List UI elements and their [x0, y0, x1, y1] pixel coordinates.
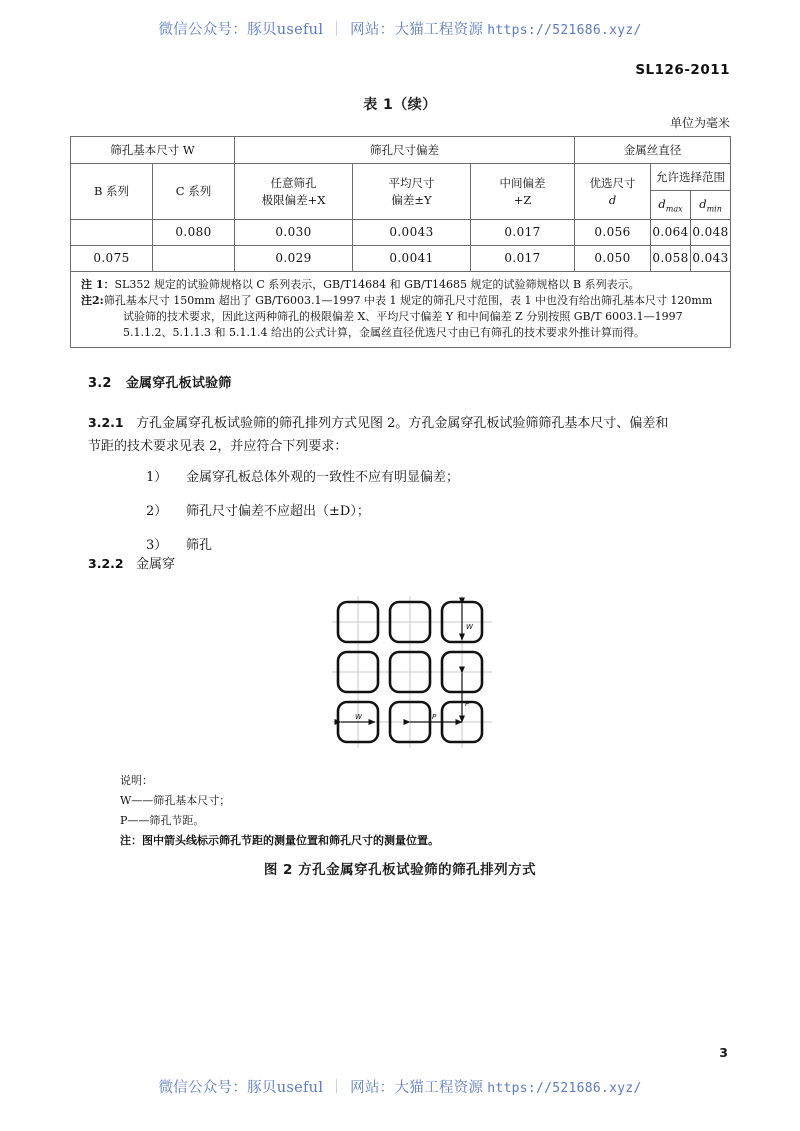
spec-table-wrapper — [70, 136, 730, 348]
list-item — [146, 466, 459, 485]
section-3-2-2-paragraph — [88, 553, 175, 577]
list-item-1-text: 金属穿孔板总体外观的一致性不应有明显偏差； — [186, 470, 460, 485]
table-note-2-cont1: 试验筛的技术要求，因此这两种筛孔的极限偏差 X、平均尺寸偏差 Y 和中间偏差 Z 分别按照 GB/T 6003.1—1997 — [123, 309, 683, 323]
section-3-2-1-number: 3.2.1 — [88, 415, 124, 430]
list-item-1-number: 1） — [146, 470, 168, 485]
table-row — [71, 246, 731, 272]
cell-r0-c6: 0.064 — [651, 220, 691, 246]
header-any-aperture-line2: 极限偏差+X — [261, 192, 326, 207]
standard-number: SL126-2011 — [635, 62, 730, 78]
table-note-1 — [81, 277, 722, 293]
figure-caption: 图 2 方孔金属穿孔板试验筛的筛孔排列方式 — [263, 862, 537, 878]
section-3-2-heading — [88, 372, 231, 391]
header-preferred-size — [575, 164, 651, 220]
header-d-min-base: d — [699, 196, 707, 211]
header-allowed-range: 允许选择范围 — [651, 164, 731, 191]
label-w-horizontal: W — [355, 713, 362, 721]
section-3-2-1-paragraph — [88, 412, 708, 459]
label-p-horizontal: P — [432, 713, 437, 721]
table-header-row-1 — [71, 137, 731, 164]
cell-r0-c1: 0.080 — [153, 220, 235, 246]
cell-r0-c3: 0.0043 — [353, 220, 471, 246]
section-3-2-number: 3.2 — [88, 376, 112, 391]
section-3-2-2-number: 3.2.2 — [88, 556, 124, 571]
table-unit-note: 单位为毫米 — [669, 116, 730, 130]
header-any-aperture — [235, 164, 353, 220]
cell-r1-c7: 0.043 — [691, 246, 731, 272]
cell-r1-c2: 0.029 — [235, 246, 353, 272]
section-3-2-1-line1 — [88, 412, 708, 436]
figure-legend-heading: 说明： — [120, 774, 153, 787]
header-average-size-line2: 偏差±Y — [391, 192, 432, 207]
table-note-2-line1: 筛孔基本尺寸 150mm 超出了 GB/T6003.1—1997 中表 1 规定的筛孔尺寸范围，表 1 中也没有给出筛孔基本尺寸 120mm — [103, 293, 713, 307]
list-item-3-text: 筛孔 — [186, 538, 213, 553]
header-middle-deviation — [471, 164, 575, 220]
header-wire-diameter: 金属丝直径 — [575, 137, 731, 164]
header-preferred-size-line1: 优选尺寸 — [589, 175, 636, 190]
table-note-2 — [81, 293, 722, 309]
watermark-bottom-separator: ｜ — [329, 1080, 345, 1096]
table-header-row-2 — [71, 164, 731, 191]
table-note-2-cont2: 5.1.1.2、5.1.1.3 和 5.1.1.4 给出的公式计算，金属丝直径优选尺寸由已有筛孔的技术要求外推计算而得。 — [123, 325, 645, 339]
table-row — [71, 220, 731, 246]
figure-legend-item-p: P——筛孔节距。 — [120, 814, 205, 827]
figure-legend-note: 注：图中箭头线标示筛孔节距的测量位置和筛孔尺寸的测量位置。 — [120, 834, 439, 847]
aperture-diagram-svg — [332, 596, 492, 748]
section-3-2-1-line2: 节距的技术要求见表 2，并应符合下列要求： — [88, 438, 348, 454]
table-notes — [71, 272, 731, 348]
construction-lines — [332, 596, 492, 748]
header-size-deviation: 筛孔尺寸偏差 — [235, 137, 575, 164]
cell-r1-c6: 0.058 — [651, 246, 691, 272]
cell-r0-c0 — [71, 220, 153, 246]
header-any-aperture-line1: 任意筛孔 — [270, 175, 317, 190]
cell-r0-c4: 0.017 — [471, 220, 575, 246]
header-preferred-size-line2: d — [608, 192, 617, 207]
list-item-2-text: 筛孔尺寸偏差不应超出（±D）； — [186, 504, 370, 519]
header-series-b: B 系列 — [71, 164, 153, 220]
cell-r1-c1 — [153, 246, 235, 272]
label-p-vertical: P — [465, 700, 470, 708]
cell-r1-c0: 0.075 — [71, 246, 153, 272]
header-d-max — [651, 191, 691, 220]
section-3-2-title: 金属穿孔板试验筛 — [125, 376, 232, 391]
watermark-url: https://521686.xyz/ — [487, 23, 642, 38]
cell-r1-c4: 0.017 — [471, 246, 575, 272]
watermark-wechat-label: 微信公众号：豚贝useful — [158, 22, 324, 38]
list-item — [146, 500, 370, 519]
watermark-bottom-site-label: 网站：大猫工程资源 — [350, 1080, 484, 1096]
cell-r0-c5: 0.056 — [575, 220, 651, 246]
cell-r1-c3: 0.0041 — [353, 246, 471, 272]
label-w-vertical: W — [466, 623, 473, 631]
header-middle-deviation-line1: 中间偏差 — [499, 175, 546, 190]
table-note-2-label: 注2: — [81, 293, 104, 307]
figure-aperture-arrangement — [332, 596, 492, 748]
header-middle-deviation-line2: +Z — [513, 192, 532, 207]
figure-legend-item-w: W——筛孔基本尺寸； — [120, 794, 231, 807]
header-average-size-line1: 平均尺寸 — [388, 175, 435, 190]
header-d-max-sub: max — [665, 203, 683, 213]
header-d-min — [691, 191, 731, 220]
list-item-3-number: 3） — [146, 538, 168, 553]
watermark-bottom-url: https://521686.xyz/ — [487, 1081, 642, 1096]
table-title: 表 1（续） — [363, 97, 437, 113]
spec-table — [70, 136, 731, 348]
watermark-site-label: 网站：大猫工程资源 — [350, 22, 484, 38]
cell-r0-c2: 0.030 — [235, 220, 353, 246]
header-d-max-base: d — [658, 196, 666, 211]
table-note-1-label: 注 1： — [81, 278, 115, 291]
list-item — [146, 534, 212, 553]
header-d-min-sub: min — [706, 203, 722, 213]
section-3-2-1-text1: 方孔金属穿孔板试验筛的筛孔排列方式见图 2。方孔金属穿孔板试验筛筛孔基本尺寸、偏差和 — [136, 416, 669, 431]
watermark-bottom — [0, 1076, 800, 1097]
watermark-separator: ｜ — [329, 22, 345, 38]
table-notes-row — [71, 272, 731, 348]
list-item-2-number: 2） — [146, 504, 168, 519]
cell-r0-c7: 0.048 — [691, 220, 731, 246]
watermark-bottom-wechat-label: 微信公众号：豚贝useful — [158, 1080, 324, 1096]
header-average-size — [353, 164, 471, 220]
section-3-2-2-title: 金属穿 — [136, 557, 176, 572]
header-basic-size: 筛孔基本尺寸 W — [71, 137, 235, 164]
watermark-top — [0, 18, 800, 39]
table-note-1-text: SL352 规定的试验筛规格以 C 系列表示，GB/T14684 和 GB/T14685 规定的试验筛规格以 B 系列表示。 — [114, 278, 640, 291]
cell-r1-c5: 0.050 — [575, 246, 651, 272]
page-number: 3 — [719, 1045, 728, 1060]
header-series-c: C 系列 — [153, 164, 235, 220]
